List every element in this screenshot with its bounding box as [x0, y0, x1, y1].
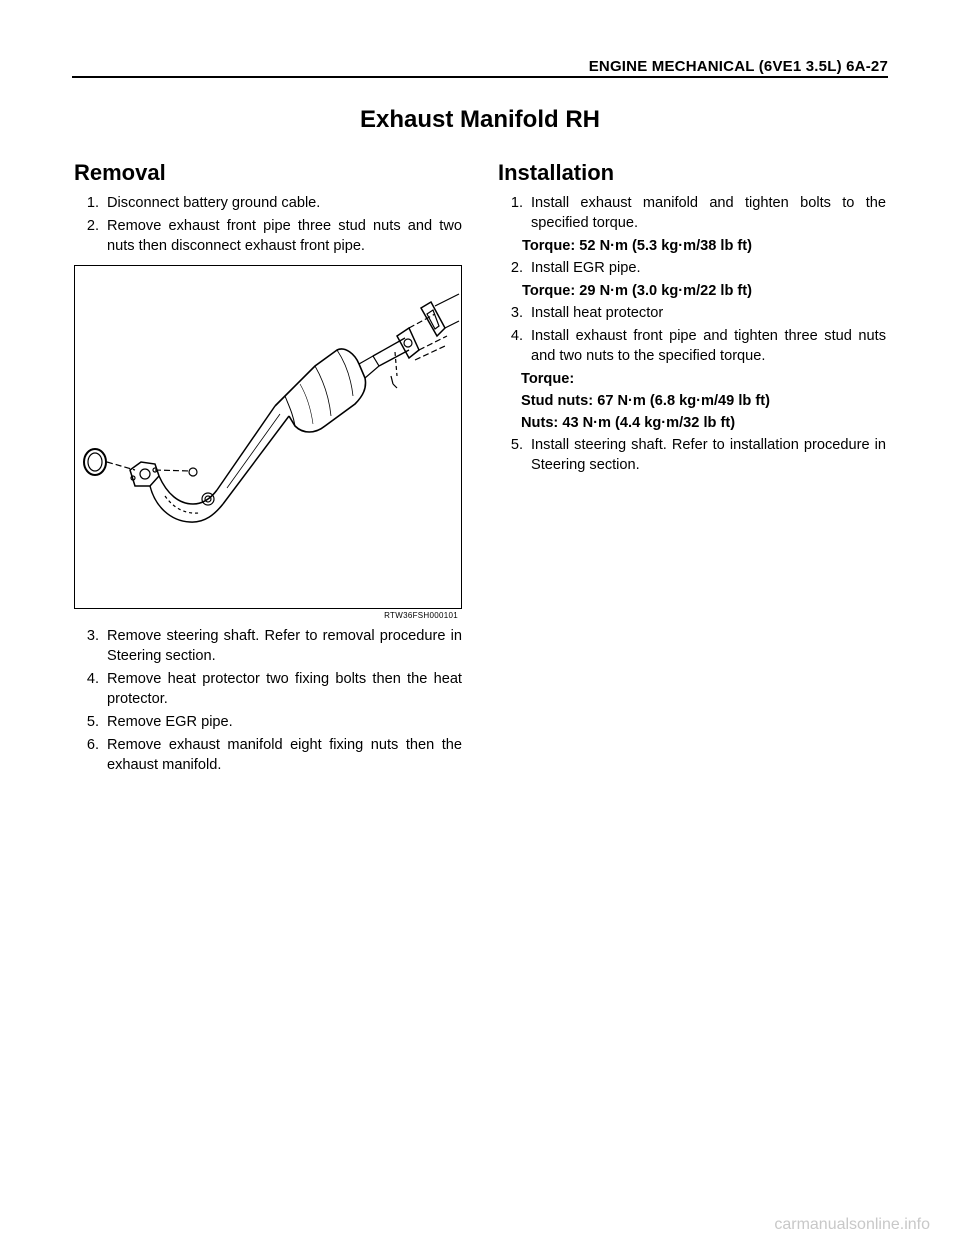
step-text: Install exhaust front pipe and tighten three stud nuts and two nuts to the specified torque. [531, 328, 886, 364]
torque-nuts: Nuts: 43 N·m (4.4 kg·m/32 lb ft) [521, 415, 736, 431]
step-number: 4. [510, 328, 523, 344]
installation-step-1 [498, 193, 886, 233]
torque-spec-2: Torque: 29 N·m (3.0 kg·m/22 lb ft) [522, 283, 753, 299]
torque-label: Torque: [521, 371, 575, 387]
installation-step-3 [498, 303, 886, 323]
step-text: Remove EGR pipe. [107, 714, 233, 730]
installation-column [498, 160, 886, 478]
step-text: Install exhaust manifold and tighten bolts to the specified torque. [531, 195, 886, 231]
exhaust-pipe-illustration [74, 265, 462, 609]
header-text: ENGINE MECHANICAL (6VE1 3.5L) 6A-27 [588, 58, 888, 75]
removal-heading: Removal [74, 160, 166, 185]
step-number: 3. [510, 305, 523, 321]
page-header [72, 58, 888, 78]
step-number: 5. [510, 437, 523, 453]
step-number: 4. [86, 671, 99, 687]
installation-step-4 [498, 326, 886, 366]
figure-caption: RTW36FSH000101 [384, 611, 458, 620]
removal-step-5 [74, 712, 462, 732]
removal-step-2 [74, 216, 462, 256]
step-number: 3. [86, 628, 99, 644]
step-number: 1. [510, 195, 523, 211]
step-text: Remove steering shaft. Refer to removal procedure in Steering section. [107, 628, 462, 664]
step-number: 2. [86, 218, 99, 234]
removal-step-6 [74, 735, 462, 775]
step-text: Install EGR pipe. [531, 260, 641, 276]
installation-step-2 [498, 258, 886, 278]
removal-column [74, 160, 462, 778]
catalytic-converter-drawing [75, 266, 461, 608]
removal-step-1 [74, 193, 462, 213]
step-text: Remove heat protector two fixing bolts then the heat protector. [107, 671, 462, 707]
step-number: 5. [86, 714, 99, 730]
step-text: Disconnect battery ground cable. [107, 195, 321, 211]
removal-step-3 [74, 626, 462, 666]
removal-step-4 [74, 669, 462, 709]
step-text: Remove exhaust manifold eight fixing nuts then the exhaust manifold. [107, 737, 462, 773]
page-title: Exhaust Manifold RH [359, 106, 600, 133]
torque-stud-nuts: Stud nuts: 67 N·m (6.8 kg·m/49 lb ft) [521, 393, 770, 409]
step-number: 1. [86, 195, 99, 211]
watermark: carmanualsonline.info [774, 1216, 930, 1233]
step-text: Install heat protector [531, 305, 664, 321]
installation-step-5 [498, 435, 886, 475]
step-text: Install steering shaft. Refer to installation procedure in Steering section. [531, 437, 886, 473]
step-text: Remove exhaust front pipe three stud nuts and two nuts then disconnect exhaust front pipe. [107, 218, 462, 254]
torque-spec-1: Torque: 52 N·m (5.3 kg·m/38 lb ft) [522, 238, 753, 254]
step-number: 2. [510, 260, 523, 276]
installation-heading: Installation [498, 160, 615, 185]
step-number: 6. [86, 737, 99, 753]
